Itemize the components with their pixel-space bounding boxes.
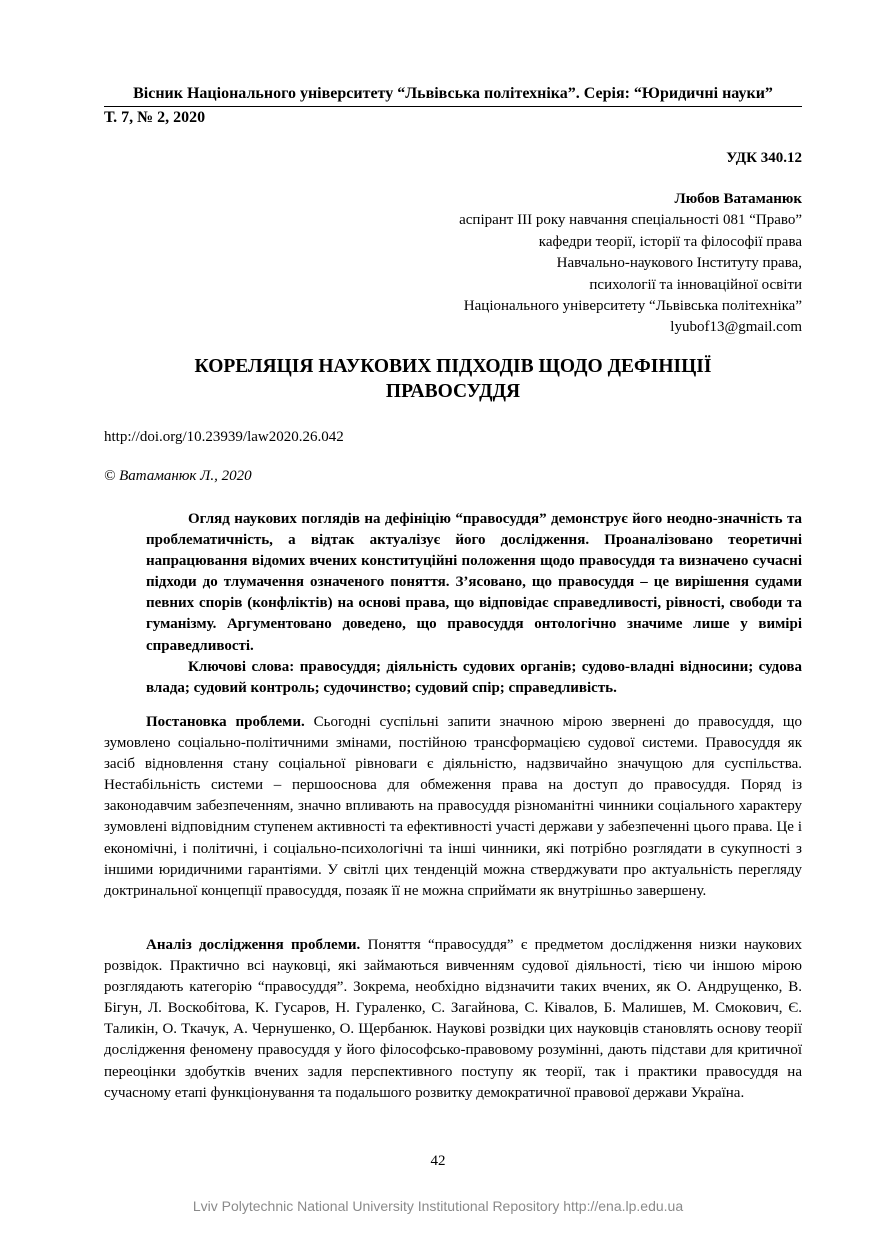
author-name: Любов Ватаманюк: [674, 191, 802, 207]
page-number: 42: [430, 1153, 446, 1169]
keywords: Ключові слова: правосуддя; діяльність судових органів; судово-владні відносини; судова влада; судовий контроль; судочинство; судовий спір; справедливість.: [146, 658, 802, 696]
doi-link[interactable]: http://doi.org/10.23939/law2020.26.042: [104, 429, 344, 445]
journal-header: Вісник Національного університету “Львівська політехніка”. Серія: “Юридичні науки”: [104, 84, 802, 107]
section-paragraph: [104, 712, 802, 902]
copyright-notice: © Ватаманюк Л., 2020: [104, 468, 252, 484]
author-affiliation-line: Навчально-наукового Інституту права,: [556, 255, 802, 272]
author-affiliation-line: кафедри теорії, історії та філософії права: [538, 233, 802, 250]
repository-footer: Lviv Polytechnic National University Institutional Repository http://ena.lp.edu.ua: [192, 1198, 684, 1214]
article-title: [104, 354, 802, 404]
section-problem-analysis: [104, 935, 802, 1104]
author-block: [242, 189, 802, 339]
article-title-line: КОРЕЛЯЦІЯ НАУКОВИХ ПІДХОДІВ ЩОДО ДЕФІНІЦІЇ: [194, 356, 712, 377]
section-paragraph: [104, 935, 802, 1104]
abstract-text: Огляд наукових поглядів на дефініцію “правосуддя” демонструє його неодно-значність та проблематичність, а відтак актуалізує його дослідження. Проаналізовано теоретичні напрацювання відомих вчених конституційні положення щодо правосуддя та визначено сучасні підходи до тлумачення означеного поняття. З’ясовано, що правосуддя – це вирішення судами певних спорів (конфліктів) на основі права, що відповідає справедливості, рівності, свободи та гуманізму. Аргументовано доведено, що правосуддя онтологічно значиме лише у вимірі справедливості.: [146, 511, 802, 654]
author-affiliation-line: Національного університету “Львівська політехніка”: [463, 298, 802, 315]
abstract: [146, 509, 802, 699]
section-text: Сьогодні суспільні запити значною мірою звернені до правосуддя, що зумовлено соціально-політичними змінами, постійною трансформацією судової системи. Правосуддя як засіб відновлення стану соціальної рівноваги є діяльністю, надзвичайно значущою для суспільства. Нестабільність системи – першооснова для обмеження права на доступ до правосуддя. Поряд із законодавчим забезпеченням, значно впливають на правосуддя різноманітні чинники соціального характеру зумовлені відповідним ступенем активності та ефективності участі держави у забезпеченні цього права. Це і економічні, і політичні, і соціально-психологічні та інші чинники, які потрібно розглядати в сукупності з іншими юридичними гарантіями. У світлі цих тенденцій можна стверджувати про актуальність перегляду доктринальної концепції правосуддя, позаяк її не можна сприймати як внутрішньо завершену.: [104, 714, 802, 899]
author-email: lyubof13@gmail.com: [670, 319, 802, 336]
article-title-line: ПРАВОСУДДЯ: [385, 381, 521, 402]
author-affiliation-line: аспірант ІІІ року навчання спеціальності 081 “Право”: [459, 212, 802, 229]
section-heading: Аналіз дослідження проблеми.: [146, 937, 361, 953]
section-heading: Постановка проблеми.: [146, 714, 305, 730]
journal-volume: Т. 7, № 2, 2020: [104, 109, 206, 126]
section-problem-statement: [104, 712, 802, 902]
udk-code: УДК 340.12: [726, 150, 802, 166]
author-affiliation-line: психології та інноваційної освіти: [589, 276, 802, 293]
section-text: Поняття “правосуддя” є предметом дослідження низки наукових розвідок. Практично всі науковці, які займаються вивченням судової діяльності, тією чи іншою мірою розглядають категорію “правосуддя”. Зокрема, необхідно відзначити таких вчених, як О. Андрущенко, В. Бігун, Л. Воскобітова, К. Гусаров, Н. Гураленко, С. Загайнова, С. Ківалов, Б. Малишев, М. Смокович, Є. Таликін, О. Ткачук, А. Чернушенко, О. Щербанюк. Наукові розвідки цих науковців становлять основу теорії дослідження феномену правосуддя у його філософсько-правовому розумінні, дають підстави для критичної переоцінки здобутків вчених задля перспективного поступу як теорії, так і практики правосуддя на сучасному етапі функціонування та подальшого розвитку демократичної правової держави Україна.: [104, 937, 803, 1101]
